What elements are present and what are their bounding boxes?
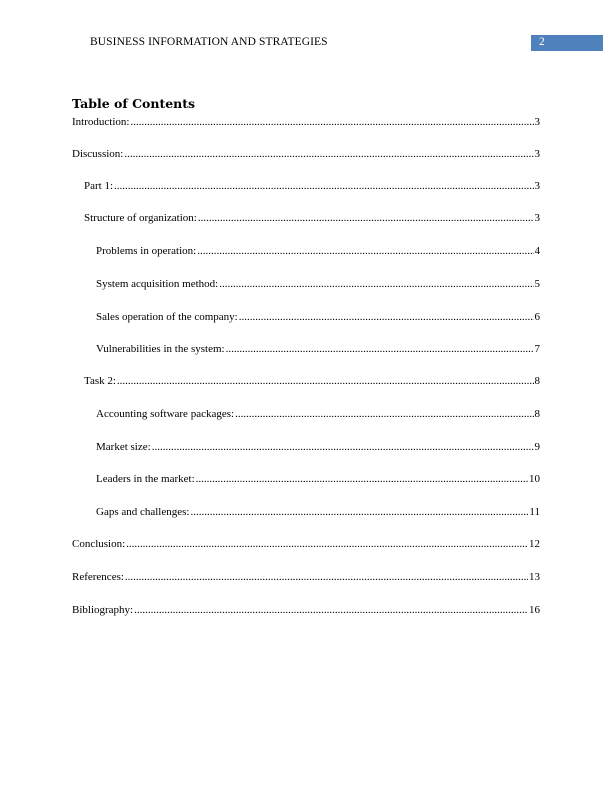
toc-entry-label: Vulnerabilities in the system: [96,343,225,355]
toc-entry[interactable] [96,343,540,356]
dot-leader [196,473,528,486]
toc-entry-page-number: 9 [534,441,540,453]
toc-entry-page-number: 10 [529,473,540,485]
toc-entry-label: Gaps and challenges: [96,506,190,518]
page-number-badge [531,35,603,51]
toc-entry[interactable] [96,245,540,258]
dot-leader [130,116,533,129]
dot-leader [134,604,528,617]
toc-entry[interactable] [84,212,540,225]
toc-entry-page-number: 3 [534,212,540,224]
toc-entry[interactable] [72,571,540,584]
toc-entry-page-number: 6 [534,311,540,323]
toc-entry[interactable] [96,506,540,519]
toc-entry-label: Problems in operation: [96,245,197,257]
dot-leader [226,343,534,356]
toc-entry-label: Market size: [96,441,151,453]
toc-entry-page-number: 3 [534,180,540,192]
toc-entry-label: Part 1: [84,180,114,192]
dot-leader [126,538,528,551]
toc-entry[interactable] [84,375,540,388]
toc-entry[interactable] [72,148,540,161]
toc-entry-page-number: 8 [534,375,540,387]
toc-entry-label: Accounting software packages: [96,408,235,420]
running-header-title: BUSINESS INFORMATION AND STRATEGIES [90,36,328,48]
dot-leader [114,180,533,193]
toc-entry-page-number: 7 [534,343,540,355]
dot-leader [190,506,528,519]
toc-entry[interactable] [84,180,540,193]
toc-entry[interactable] [96,408,540,421]
toc-entry[interactable] [96,473,540,486]
toc-entry-page-number: 5 [534,278,540,290]
toc-entry[interactable] [96,311,540,324]
toc-entry-page-number: 3 [534,116,540,128]
toc-entry-page-number: 16 [529,604,540,616]
toc-entry-label: Bibliography: [72,604,134,616]
toc-entry[interactable] [72,116,540,129]
toc-entry-page-number: 13 [529,571,540,583]
toc-entry-label: Discussion: [72,148,124,160]
toc-entry-label: Introduction: [72,116,130,128]
toc-entry-label: Task 2: [84,375,116,387]
dot-leader [125,571,528,584]
dot-leader [198,212,534,225]
toc-entry-label: References: [72,571,124,583]
dot-leader [235,408,533,421]
toc-entry[interactable] [96,278,540,291]
toc-entry-page-number: 12 [529,538,540,550]
toc-entry-label: Leaders in the market: [96,473,195,485]
dot-leader [124,148,533,161]
dot-leader [197,245,533,258]
page-number: 2 [539,36,545,48]
toc-entry-page-number: 4 [534,245,540,257]
toc-heading: Table of Contents [72,96,196,111]
toc-entry-label: Sales operation of the company: [96,311,238,323]
toc-entry-page-number: 8 [534,408,540,420]
toc-entry-page-number: 11 [529,506,540,518]
toc-entry-label: System acquisition method: [96,278,219,290]
dot-leader [239,311,534,324]
dot-leader [152,441,534,454]
toc-entry-page-number: 3 [534,148,540,160]
dot-leader [219,278,533,291]
toc-entry[interactable] [72,604,540,617]
toc-entry[interactable] [96,441,540,454]
dot-leader [117,375,534,388]
toc-entry-label: Conclusion: [72,538,126,550]
toc-entry-label: Structure of organization: [84,212,197,224]
toc-entry[interactable] [72,538,540,551]
